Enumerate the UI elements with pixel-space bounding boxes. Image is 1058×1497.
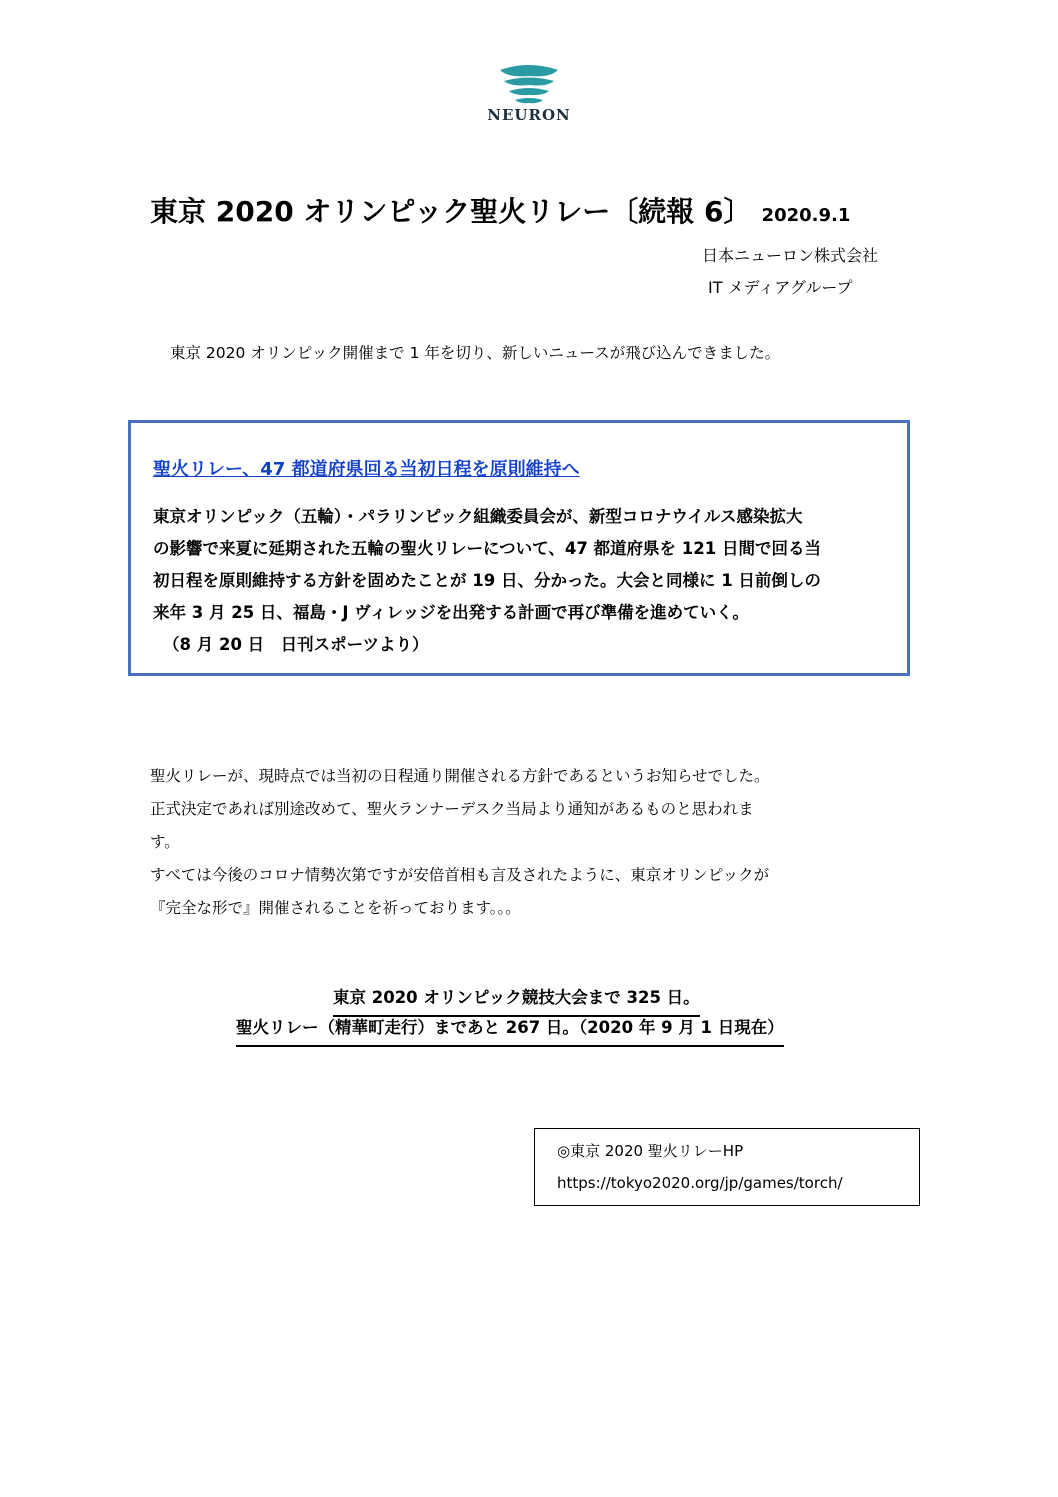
title-text: 東京 2020 オリンピック聖火リレー〔続報 6〕 <box>150 195 752 228</box>
credit-box <box>534 1128 920 1206</box>
document-title <box>150 190 850 230</box>
news-line: 東京オリンピック（五輪）・パラリンピック組織委員会が、新型コロナウイルス感染拡大 <box>153 507 803 526</box>
comment-line: 『完全な形で』開催されることを祈っております。。。 <box>150 899 521 917</box>
comment-line: す。 <box>150 833 180 851</box>
news-source: （8 月 20 日 日刊スポーツより） <box>163 635 429 654</box>
news-line: の影響で来夏に延期された五輪の聖火リレーについて、47 都道府県を 121 日間で回る当 <box>153 539 821 558</box>
issuer-company: 日本ニューロン株式会社 <box>702 246 879 265</box>
credit-title: ◎東京 2020 聖火リレーHP <box>557 1142 744 1160</box>
news-line: 初日程を原則維持する方針を固めたことが 19 日、分かった。大会と同様に 1 日前倒しの <box>153 571 821 590</box>
title-date: 2020.9.1 <box>761 205 851 226</box>
comment-paragraph <box>150 760 910 925</box>
news-headline-link[interactable]: 聖火リレー、47 都道府県回る当初日程を原則維持へ <box>153 459 580 480</box>
news-line: 来年 3 月 25 日、福島・J ヴィレッジを出発する計画で再び準備を進めていく。 <box>153 603 749 622</box>
credit-url[interactable]: https://tokyo2020.org/jp/games/torch/ <box>557 1174 843 1192</box>
issuer-group: IT メディアグループ <box>708 278 853 297</box>
news-body <box>153 501 898 661</box>
neuron-waves-logo-icon <box>498 64 560 104</box>
logo-text: NEURON <box>487 106 571 124</box>
countdown-olympics: 東京 2020 オリンピック競技大会まで 325 日。 <box>333 983 700 1017</box>
news-box <box>128 420 910 676</box>
comment-line: すべては今後のコロナ情勢次第ですが安倍首相も言及されたように、東京オリンピックが <box>150 866 770 884</box>
countdown-torch-relay: 聖火リレー（精華町走行）まであと 267 日。（2020 年 9 月 1 日現在） <box>236 1013 784 1047</box>
neuron-logo <box>468 64 590 126</box>
comment-line: 聖火リレーが、現時点では当初の日程通り開催される方針であるというお知らせでした。 <box>150 767 770 785</box>
intro-text: 東京 2020 オリンピック開催まで 1 年を切り、新しいニュースが飛び込んできました。 <box>170 344 781 362</box>
comment-line: 正式決定であれば別途改めて、聖火ランナーデスク当局より通知があるものと思われま <box>150 800 754 818</box>
